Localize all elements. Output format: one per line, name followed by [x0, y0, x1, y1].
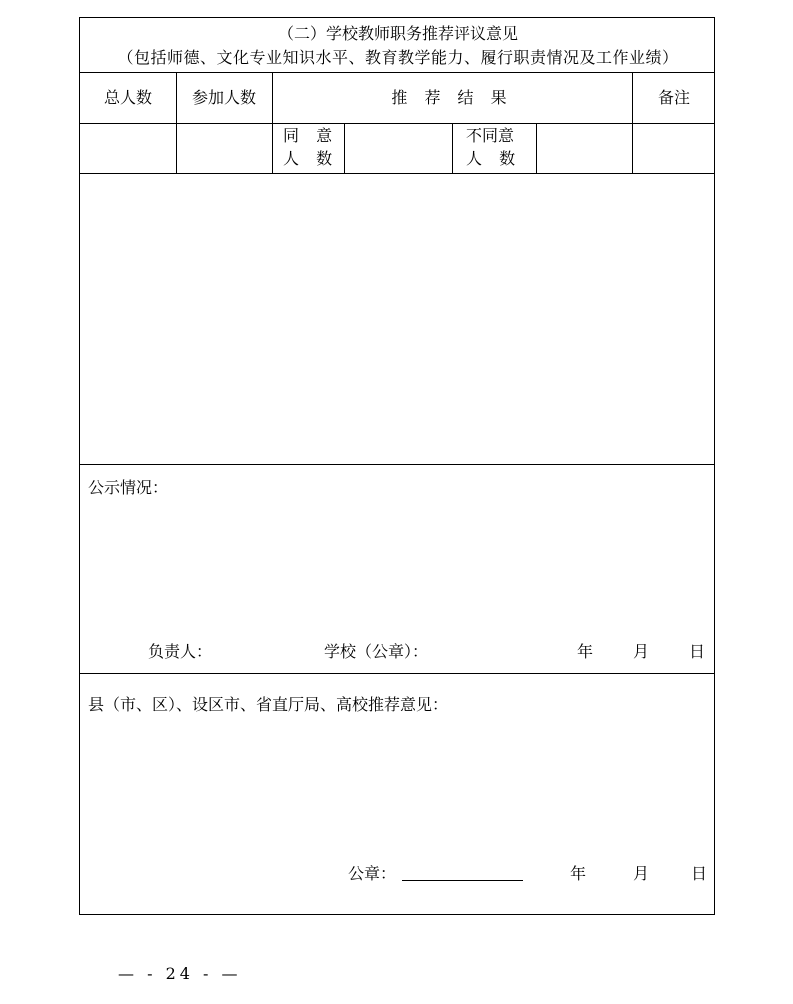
- recommend-label: 县（市、区）、设区市、省直厅局、高校推荐意见：: [88, 695, 449, 714]
- publicity-year: 年: [577, 642, 594, 661]
- col-divider-disagree: [536, 123, 537, 173]
- col-divider-agree: [344, 123, 345, 173]
- seal-label: 公章：: [348, 864, 397, 883]
- recommend-day: 日: [691, 864, 708, 883]
- school-seal-label: 学校（公章）：: [324, 642, 429, 661]
- responsible-label: 负责人：: [148, 642, 213, 661]
- col-divider-agree-value: [452, 123, 453, 173]
- section-title: （二）学校教师职务推荐评议意见: [277, 24, 518, 43]
- seal-underline: [402, 880, 523, 881]
- subheader-agree-line2: 人 数: [283, 149, 339, 168]
- divider-subheader: [80, 173, 714, 174]
- header-participants: 参加人数: [191, 88, 256, 107]
- header-result: 推 荐 结 果: [391, 88, 513, 107]
- divider-comments: [80, 464, 714, 465]
- publicity-month: 月: [633, 642, 650, 661]
- subheader-disagree-line2: 人 数: [466, 149, 522, 168]
- recommend-month: 月: [633, 864, 650, 883]
- page-number: — - 24 - —: [118, 964, 242, 983]
- divider-publicity: [80, 673, 714, 674]
- subheader-agree-line1: 同 意: [283, 126, 339, 145]
- recommend-year: 年: [570, 864, 587, 883]
- evaluation-form: [79, 17, 715, 915]
- subheader-disagree-line1: 不同意: [466, 126, 515, 145]
- section-subtitle: （包括师德、文化专业知识水平、教育教学能力、履行职责情况及工作业绩）: [117, 48, 679, 67]
- publicity-day: 日: [689, 642, 706, 661]
- header-total: 总人数: [103, 88, 152, 107]
- header-remarks: 备注: [657, 88, 690, 107]
- publicity-label: 公示情况：: [88, 478, 169, 497]
